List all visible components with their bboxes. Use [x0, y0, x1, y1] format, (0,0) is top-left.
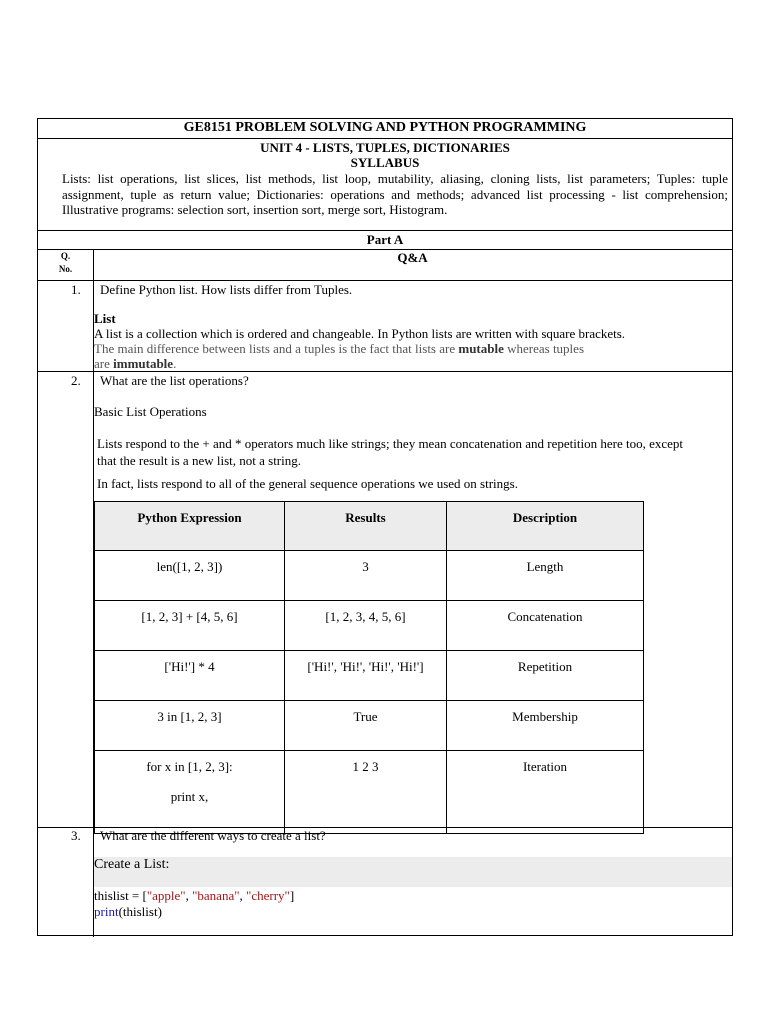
unit-title: UNIT 4 - LISTS, TUPLES, DICTIONARIES: [260, 140, 510, 155]
table-row: [95, 651, 644, 701]
rule: [38, 138, 732, 139]
code-line: print(thislist): [94, 904, 162, 919]
document-frame: [37, 118, 733, 936]
table-row: [95, 701, 644, 751]
rule: [38, 280, 732, 281]
question-text: Define Python list. How lists differ from Tuples.: [100, 282, 353, 297]
table-cell: [1, 2, 3, 4, 5, 6]: [285, 601, 447, 651]
syllabus-text: Lists: list operations, list slices, list methods, list loop, mutability, aliasing, cloning lists, list parameters; Tuples: tuple assignment, tuple as return value; Dictionaries: operations and methods; advanced list processing - list comprehension; Illustrative programs: selection sort, insertion sort, merge sort, Histogram.: [62, 171, 728, 217]
table-cell: Concatenation: [447, 601, 644, 651]
table-cell: 1 2 3: [285, 751, 447, 834]
table-cell: 3: [285, 551, 447, 601]
answer-line: Lists respond to the + and * operators much like strings; they mean concatenation and repetition here too, except: [97, 436, 684, 451]
rule: [38, 230, 732, 231]
question-number: 2.: [71, 373, 81, 388]
question-number: 3.: [71, 828, 81, 843]
syllabus-heading: SYLLABUS: [350, 155, 420, 170]
table-row: [95, 601, 644, 651]
qa-header: Q&A: [397, 250, 428, 265]
answer-line: A list is a collection which is ordered and changeable. In Python lists are written with square brackets.: [94, 326, 626, 341]
answer-line: are immutable.: [94, 356, 177, 371]
table-cell: 3 in [1, 2, 3]: [95, 701, 285, 751]
answer-line: The main difference between lists and a tuples is the fact that lists are mutable whereas tuples: [94, 341, 584, 356]
cell-line: for x in [1, 2, 3]:: [146, 759, 233, 774]
table-cell: Repetition: [447, 651, 644, 701]
table-cell: Iteration: [447, 751, 644, 834]
table-header-cell: Description: [447, 502, 644, 551]
table-cell: [1, 2, 3] + [4, 5, 6]: [95, 601, 285, 651]
question-number: 1.: [71, 282, 81, 297]
cell-line: print x,: [170, 789, 209, 804]
answer-line: In fact, lists respond to all of the general sequence operations we used on strings.: [97, 476, 518, 491]
question-text: What are the list operations?: [100, 373, 249, 388]
table-header-cell: Results: [285, 502, 447, 551]
answer-line: that the result is a new list, not a string.: [97, 453, 301, 468]
answer-heading: List: [94, 311, 116, 326]
list-operations-table: [94, 501, 644, 834]
table-cell: len([1, 2, 3]): [95, 551, 285, 601]
course-title: GE8151 PROBLEM SOLVING AND PYTHON PROGRAMMING: [183, 120, 587, 135]
part-label: Part A: [366, 232, 404, 247]
table-row: [95, 751, 644, 834]
table-header-row: [95, 502, 644, 551]
table-cell: Membership: [447, 701, 644, 751]
table-header-cell: Python Expression: [95, 502, 285, 551]
table-cell: [95, 751, 285, 834]
code-line: thislist = ["apple", "banana", "cherry"]: [94, 888, 295, 903]
table-row: [95, 551, 644, 601]
code-background: [94, 857, 732, 887]
table-cell: ['Hi!', 'Hi!', 'Hi!', 'Hi!']: [285, 651, 447, 701]
question-text: What are the different ways to create a list?: [100, 828, 326, 843]
table-cell: Length: [447, 551, 644, 601]
qno-header-line1: Q.: [60, 251, 71, 261]
table-cell: ['Hi!'] * 4: [95, 651, 285, 701]
table-cell: True: [285, 701, 447, 751]
qno-header-line2: No.: [58, 264, 73, 274]
answer-subheading: Create a List:: [94, 857, 170, 872]
answer-subheading: Basic List Operations: [94, 404, 207, 419]
